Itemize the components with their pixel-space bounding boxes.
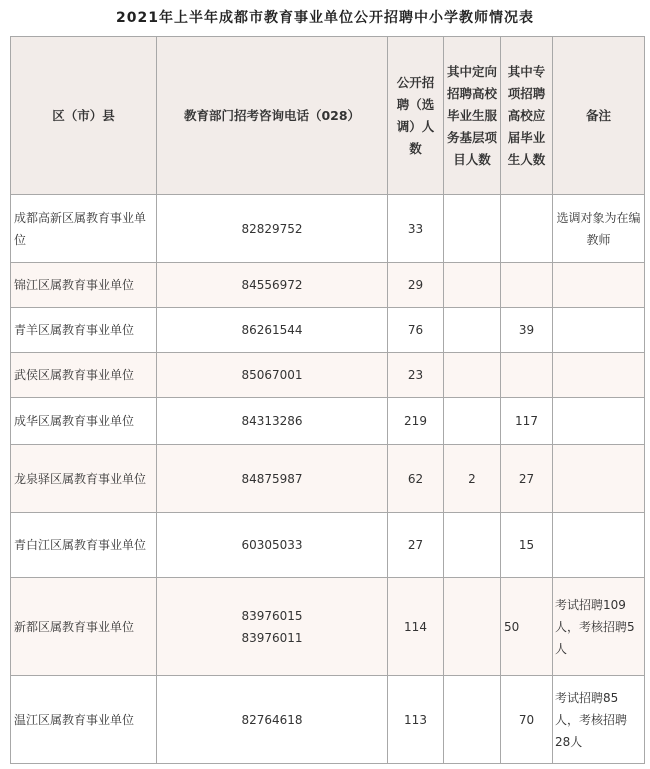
phone-cell: 84875987 bbox=[157, 445, 388, 513]
open-count-cell: 23 bbox=[388, 353, 444, 398]
notes-cell bbox=[553, 398, 645, 445]
special-count-cell: 50 bbox=[501, 578, 553, 676]
table-row bbox=[11, 398, 645, 445]
district-cell: 温江区属教育事业单位 bbox=[11, 676, 157, 764]
table-row bbox=[11, 445, 645, 513]
open-count-cell: 219 bbox=[388, 398, 444, 445]
table-row bbox=[11, 578, 645, 676]
header-district: 区（市）县 bbox=[11, 37, 157, 195]
directed-count-cell bbox=[444, 513, 501, 578]
open-count-cell: 113 bbox=[388, 676, 444, 764]
phone-cell: 60305033 bbox=[157, 513, 388, 578]
header-phone: 教育部门招考咨询电话（028） bbox=[157, 37, 388, 195]
header-open: 公开招聘（选调）人数 bbox=[388, 37, 444, 195]
phone-cell: 85067001 bbox=[157, 353, 388, 398]
notes-cell bbox=[553, 308, 645, 353]
directed-count-cell bbox=[444, 676, 501, 764]
directed-count-cell bbox=[444, 195, 501, 263]
recruitment-table bbox=[10, 36, 645, 764]
directed-count-cell bbox=[444, 398, 501, 445]
special-count-cell: 70 bbox=[501, 676, 553, 764]
phone-cell: 82829752 bbox=[157, 195, 388, 263]
phone-cell: 84556972 bbox=[157, 263, 388, 308]
header-row bbox=[11, 37, 645, 195]
special-count-cell bbox=[501, 353, 553, 398]
district-cell: 青白江区属教育事业单位 bbox=[11, 513, 157, 578]
notes-cell bbox=[553, 513, 645, 578]
directed-count-cell bbox=[444, 308, 501, 353]
table-row bbox=[11, 513, 645, 578]
table-row bbox=[11, 676, 645, 764]
special-count-cell: 39 bbox=[501, 308, 553, 353]
special-count-cell: 117 bbox=[501, 398, 553, 445]
district-cell: 龙泉驿区属教育事业单位 bbox=[11, 445, 157, 513]
directed-count-cell: 2 bbox=[444, 445, 501, 513]
directed-count-cell bbox=[444, 263, 501, 308]
table-row bbox=[11, 263, 645, 308]
notes-cell: 选调对象为在编教师 bbox=[553, 195, 645, 263]
phone-cell: 84313286 bbox=[157, 398, 388, 445]
special-count-cell bbox=[501, 263, 553, 308]
district-cell: 锦江区属教育事业单位 bbox=[11, 263, 157, 308]
open-count-cell: 76 bbox=[388, 308, 444, 353]
phone-primary: 83976015 bbox=[241, 608, 303, 623]
special-count-cell bbox=[501, 195, 553, 263]
directed-count-cell bbox=[444, 578, 501, 676]
header-notes: 备注 bbox=[553, 37, 645, 195]
table-row bbox=[11, 195, 645, 263]
open-count-cell: 114 bbox=[388, 578, 444, 676]
open-count-cell: 33 bbox=[388, 195, 444, 263]
table-row bbox=[11, 353, 645, 398]
district-cell: 青羊区属教育事业单位 bbox=[11, 308, 157, 353]
notes-cell bbox=[553, 445, 645, 513]
header-directed: 其中定向招聘高校毕业生服务基层项目人数 bbox=[444, 37, 501, 195]
phone-secondary: 83976011 bbox=[241, 630, 303, 645]
phone-cell bbox=[157, 578, 388, 676]
table-row bbox=[11, 308, 645, 353]
page-title: 2021年上半年成都市教育事业单位公开招聘中小学教师情况表 bbox=[116, 10, 534, 26]
special-count-cell: 27 bbox=[501, 445, 553, 513]
notes-cell: 考试招聘85人，考核招聘28人 bbox=[553, 676, 645, 764]
phone-cell: 82764618 bbox=[157, 676, 388, 764]
notes-cell bbox=[553, 263, 645, 308]
directed-count-cell bbox=[444, 353, 501, 398]
open-count-cell: 29 bbox=[388, 263, 444, 308]
district-cell: 新都区属教育事业单位 bbox=[11, 578, 157, 676]
notes-cell bbox=[553, 353, 645, 398]
open-count-cell: 62 bbox=[388, 445, 444, 513]
header-special: 其中专项招聘高校应届毕业生人数 bbox=[501, 37, 553, 195]
notes-cell: 考试招聘109人，考核招聘5人 bbox=[553, 578, 645, 676]
phone-cell: 86261544 bbox=[157, 308, 388, 353]
district-cell: 成都高新区属教育事业单位 bbox=[11, 195, 157, 263]
special-count-cell: 15 bbox=[501, 513, 553, 578]
district-cell: 成华区属教育事业单位 bbox=[11, 398, 157, 445]
open-count-cell: 27 bbox=[388, 513, 444, 578]
district-cell: 武侯区属教育事业单位 bbox=[11, 353, 157, 398]
